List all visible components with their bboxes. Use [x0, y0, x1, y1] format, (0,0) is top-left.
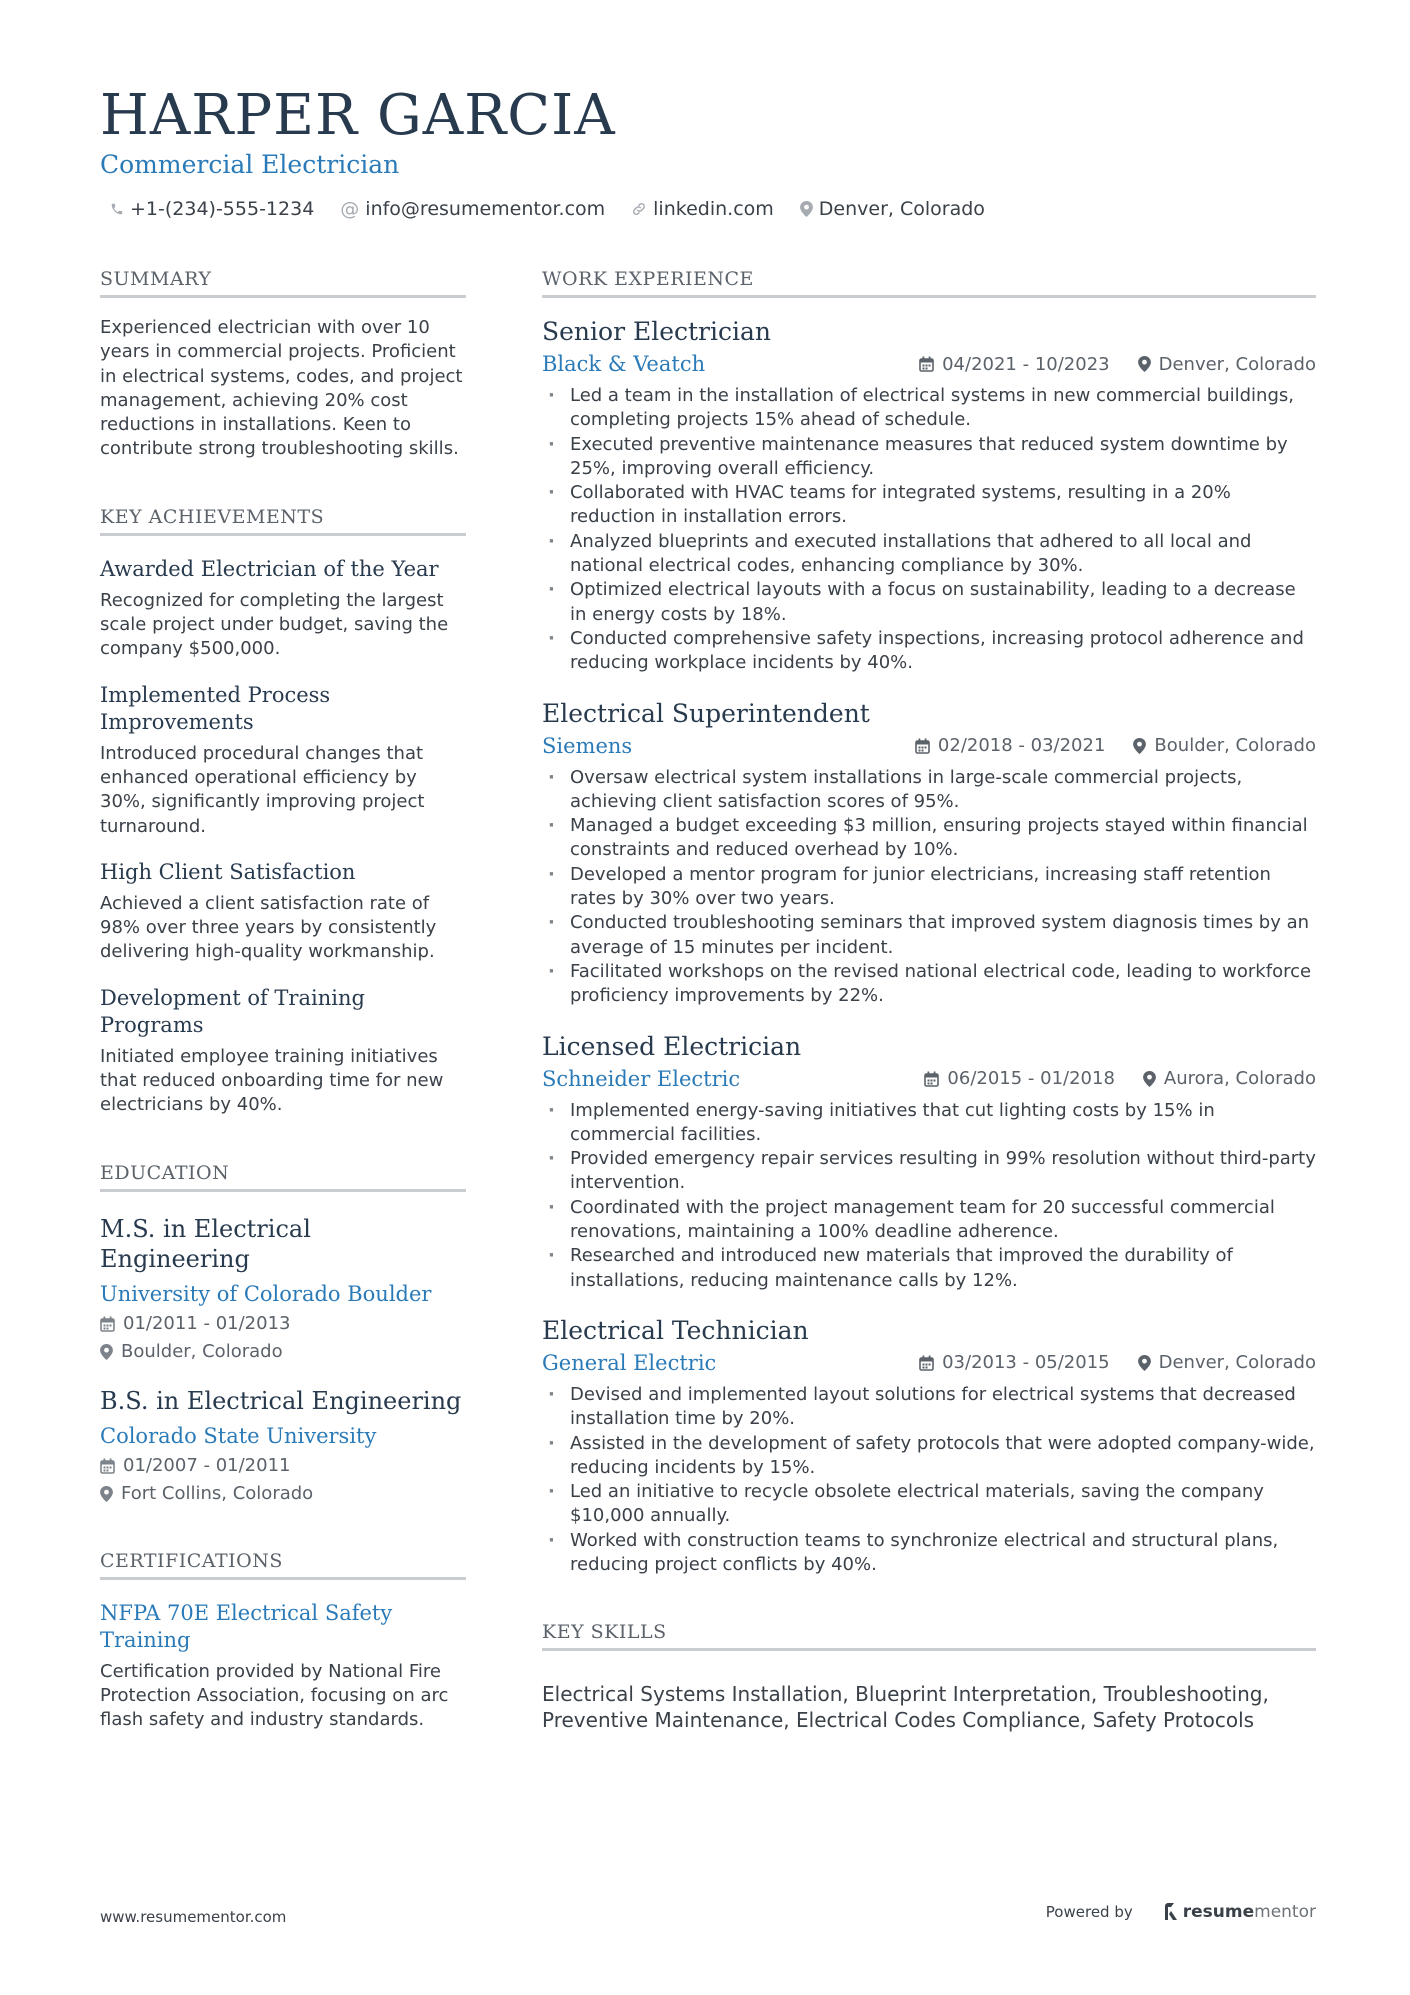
job-bullet: · Implemented energy-saving initiatives that cut lighting costs by 15% in commercial facilities. — [542, 1099, 1316, 1148]
education-school: Colorado State University — [100, 1423, 377, 1448]
job-header-row — [542, 1349, 1316, 1377]
calendar-icon — [915, 738, 930, 754]
job-bullet: · Conducted comprehensive safety inspections, increasing protocol adherence and reducing workplace incidents by 40%. — [542, 627, 1316, 676]
job-company: Siemens — [542, 733, 633, 758]
certification-title: NFPA 70E Electrical Safety Training — [100, 1600, 393, 1652]
job-location: Denver, Colorado — [1158, 353, 1316, 375]
education-heading: EDUCATION — [100, 1162, 466, 1192]
job-role: Commercial Electrician — [100, 150, 400, 179]
at-icon: @ — [340, 198, 360, 220]
map-pin-icon — [1138, 1355, 1151, 1371]
job-bullet: · Worked with construction teams to synchronize electrical and structural plans, reducing project conflicts by 40%. — [542, 1529, 1316, 1578]
calendar-icon — [919, 1355, 934, 1371]
job-title: Senior Electrician — [542, 317, 772, 346]
resumementor-logo[interactable] — [1163, 1902, 1316, 1922]
job-title: Licensed Electrician — [542, 1031, 802, 1061]
job-bullet: · Researched and introduced new materials that improved the durability of installations, reducing maintenance calls by 12%. — [542, 1244, 1316, 1293]
certifications-section — [100, 1550, 466, 1733]
job-location: Denver, Colorado — [1158, 1352, 1316, 1374]
job-entry — [542, 1315, 1316, 1577]
summary-heading: SUMMARY — [100, 268, 466, 298]
job-bullet: · Provided emergency repair services resulting in 99% resolution without third-party intervention. — [542, 1147, 1316, 1196]
job-bullet: · Managed a budget exceeding $3 million, ensuring projects stayed within financial constraints and reduced overhead by 10%. — [542, 814, 1316, 863]
achievements-heading: KEY ACHIEVEMENTS — [100, 506, 466, 536]
left-column — [100, 268, 466, 1777]
calendar-icon — [100, 1316, 115, 1332]
job-dates: 03/2013 - 05/2015 — [942, 1352, 1110, 1374]
job-bullets — [542, 384, 1316, 676]
job-bullet: · Devised and implemented layout solutions for electrical systems that decreased installation time by 20%. — [542, 1383, 1316, 1432]
job-meta — [919, 1352, 1316, 1373]
skills-text: Electrical Systems Installation, Blueprint Interpretation, Troubleshooting, Preventive Maintenance, Electrical Codes Compliance, Safety Protocols — [542, 1682, 1269, 1733]
achievements-section — [100, 506, 466, 1118]
education-location — [100, 1340, 466, 1364]
summary-section — [100, 268, 466, 462]
job-company: General Electric — [542, 1350, 717, 1375]
education-item — [100, 1386, 466, 1506]
achievement-title: Development of Training Programs — [100, 985, 365, 1037]
achievement-item — [100, 859, 466, 965]
location-text: Denver, Colorado — [818, 198, 985, 220]
job-header-row — [542, 350, 1316, 378]
achievement-title: Awarded Electrician of the Year — [100, 556, 439, 581]
education-school: University of Colorado Boulder — [100, 1281, 432, 1306]
map-pin-icon — [100, 1344, 113, 1360]
footer-brand — [1046, 1902, 1316, 1922]
link-icon — [631, 201, 647, 217]
education-section — [100, 1162, 466, 1506]
logo-text-bold: resume — [1182, 1902, 1255, 1922]
job-bullet: · Collaborated with HVAC teams for integrated systems, resulting in a 20% reduction in installation errors. — [542, 481, 1316, 530]
contact-bar — [110, 198, 1011, 220]
job-bullet: · Executed preventive maintenance measures that reduced system downtime by 25%, improving overall efficiency. — [542, 433, 1316, 482]
job-bullet: · Developed a mentor program for junior electricians, increasing staff retention rates by 30% over two years. — [542, 863, 1316, 912]
certification-item — [100, 1600, 466, 1733]
resumementor-logo-icon — [1163, 1902, 1179, 1922]
job-entry — [542, 1031, 1316, 1293]
job-meta — [915, 735, 1316, 756]
job-bullet: · Led an initiative to recycle obsolete electrical materials, saving the company $10,000 annually. — [542, 1480, 1316, 1529]
certification-text: Certification provided by National Fire Protection Association, focusing on arc flash safety and industry standards. — [100, 1660, 449, 1731]
job-entry — [542, 316, 1316, 676]
job-dates: 06/2015 - 01/2018 — [947, 1068, 1115, 1090]
achievement-text: Achieved a client satisfaction rate of 98% over three years by consistently delivering high-quality workmanship. — [100, 892, 437, 963]
job-bullet: · Coordinated with the project management team for 20 successful commercial renovations, maintaining a 100% deadline adherence. — [542, 1196, 1316, 1245]
job-meta — [924, 1068, 1316, 1089]
education-dates-text: 01/2011 - 01/2013 — [123, 1312, 291, 1334]
contact-location — [800, 198, 985, 220]
job-company: Black & Veatch — [542, 352, 706, 376]
job-header-row — [542, 732, 1316, 760]
achievement-title: Implemented Process Improvements — [100, 682, 331, 734]
job-bullet: · Facilitated workshops on the revised national electrical code, leading to workforce proficiency improvements by 22%. — [542, 960, 1316, 1009]
job-bullet: · Assisted in the development of safety protocols that were adopted company-wide, reducing incidents by 15%. — [542, 1432, 1316, 1481]
skills-heading: KEY SKILLS — [542, 1621, 1316, 1651]
job-meta — [919, 354, 1316, 375]
job-bullet: · Optimized electrical layouts with a focus on sustainability, leading to a decrease in energy costs by 18%. — [542, 578, 1316, 627]
job-bullets — [542, 1383, 1316, 1577]
achievement-title: High Client Satisfaction — [100, 859, 356, 884]
jobs-list — [542, 316, 1316, 1577]
job-location: Boulder, Colorado — [1154, 735, 1316, 757]
job-bullets — [542, 766, 1316, 1009]
education-location — [100, 1482, 466, 1506]
achievement-text: Initiated employee training initiatives that reduced onboarding time for new electricians by 40%. — [100, 1045, 444, 1116]
achievement-item — [100, 682, 466, 839]
job-bullet: · Analyzed blueprints and executed installations that adhered to all local and national electrical codes, enhancing compliance by 30%. — [542, 530, 1316, 579]
calendar-icon — [100, 1458, 115, 1474]
right-column — [542, 268, 1316, 1733]
achievement-text: Introduced procedural changes that enhanced operational efficiency by 30%, significantly improving project turnaround. — [100, 742, 425, 837]
education-location-text: Fort Collins, Colorado — [121, 1482, 314, 1504]
education-location-text: Boulder, Colorado — [121, 1340, 283, 1362]
map-pin-icon — [1138, 356, 1151, 372]
job-bullet: · Conducted troubleshooting seminars that improved system diagnosis times by an average of 15 minutes per incident. — [542, 911, 1316, 960]
job-dates: 04/2021 - 10/2023 — [942, 353, 1110, 375]
powered-by-text: Powered by — [1045, 1903, 1133, 1921]
map-pin-icon — [100, 1486, 113, 1502]
education-degree: B.S. in Electrical Engineering — [100, 1386, 462, 1415]
job-company: Schneider Electric — [542, 1066, 741, 1091]
education-dates — [100, 1312, 466, 1336]
calendar-icon — [919, 356, 934, 372]
candidate-name: HARPER GARCIA — [100, 83, 616, 148]
achievement-item — [100, 556, 466, 662]
phone-text: +1-(234)-555-1234 — [130, 198, 315, 220]
work-experience-heading: WORK EXPERIENCE — [542, 268, 1316, 298]
job-entry — [542, 698, 1316, 1009]
contact-phone[interactable] — [110, 198, 314, 220]
summary-text: Experienced electrician with over 10 years in commercial projects. Proficient in electrical systems, codes, and project management, achieving 20% cost reductions in installations. Keen to contribute strong troubleshooting skills. — [100, 317, 463, 460]
contact-email[interactable] — [340, 198, 605, 220]
achievement-text: Recognized for completing the largest scale project under budget, saving the company $500,000. — [100, 589, 449, 660]
job-bullet: · Led a team in the installation of electrical systems in new commercial buildings, completing projects 15% ahead of schedule. — [542, 384, 1316, 433]
calendar-icon — [924, 1071, 939, 1087]
job-title: Electrical Superintendent — [542, 698, 870, 728]
achievement-item — [100, 985, 466, 1118]
contact-linkedin[interactable] — [631, 198, 774, 220]
job-title: Electrical Technician — [542, 1315, 809, 1345]
logo-text-light: mentor — [1254, 1902, 1316, 1922]
job-bullet: · Oversaw electrical system installations in large-scale commercial projects, achieving client satisfaction scores of 95%. — [542, 766, 1316, 815]
footer-url[interactable]: www.resumementor.com — [100, 1908, 287, 1926]
map-pin-icon — [1133, 738, 1146, 754]
map-pin-icon — [800, 201, 813, 217]
certifications-heading: CERTIFICATIONS — [100, 1550, 466, 1580]
job-header-row — [542, 1065, 1316, 1093]
skills-section — [542, 1621, 1316, 1733]
job-location: Aurora, Colorado — [1163, 1068, 1316, 1090]
phone-icon — [110, 202, 124, 216]
job-bullets — [542, 1099, 1316, 1293]
job-dates: 02/2018 - 03/2021 — [937, 735, 1106, 757]
education-dates — [100, 1454, 466, 1478]
education-item — [100, 1214, 466, 1364]
education-dates-text: 01/2007 - 01/2011 — [123, 1454, 291, 1476]
email-text: info@resumementor.com — [365, 198, 606, 220]
map-pin-icon — [1143, 1071, 1156, 1087]
education-degree: M.S. in Electrical Engineering — [100, 1214, 311, 1273]
linkedin-text: linkedin.com — [653, 198, 774, 220]
